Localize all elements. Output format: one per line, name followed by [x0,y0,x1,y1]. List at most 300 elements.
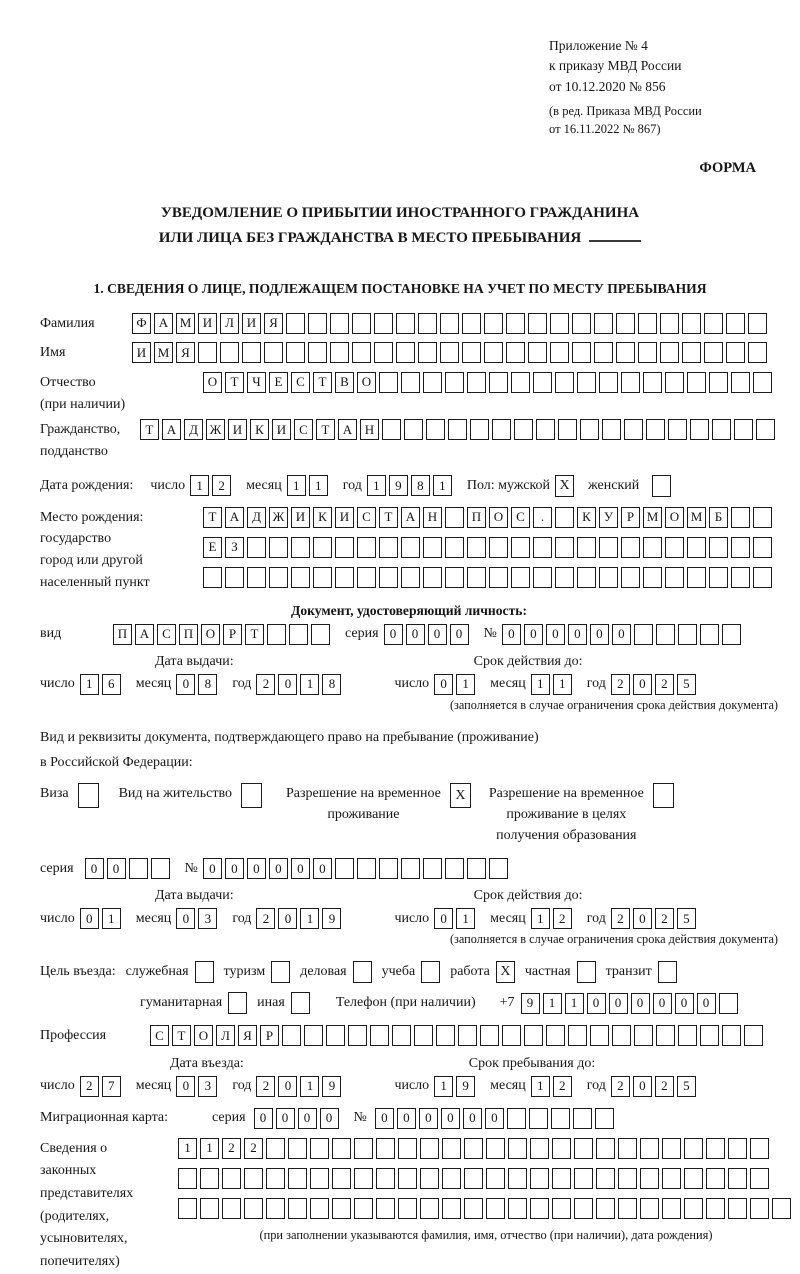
char-cell[interactable] [638,342,657,363]
char-cell[interactable] [753,507,772,528]
char-cell[interactable] [507,1108,526,1129]
char-cell[interactable] [266,1168,285,1189]
char-cell[interactable]: 0 [278,1076,297,1097]
char-cell[interactable] [200,1168,219,1189]
char-cell[interactable] [374,342,393,363]
char-cell[interactable] [313,567,332,588]
char-cell[interactable]: 1 [434,1076,453,1097]
char-cell[interactable] [442,1198,461,1219]
char-cell[interactable] [266,1138,285,1159]
char-cell[interactable]: 2 [212,475,231,496]
char-cell[interactable] [486,1138,505,1159]
char-cell[interactable] [288,1168,307,1189]
char-cell[interactable]: 0 [176,908,195,929]
char-cell[interactable]: 0 [375,1108,394,1129]
char-cell[interactable] [555,507,574,528]
char-cell[interactable] [418,313,437,334]
char-cell[interactable] [470,419,489,440]
char-cell[interactable] [332,1138,351,1159]
char-cell[interactable] [678,624,697,645]
char-cell[interactable]: К [577,507,596,528]
char-cell[interactable] [706,1138,725,1159]
char-cell[interactable] [634,624,653,645]
char-cell[interactable] [379,567,398,588]
char-cell[interactable]: 0 [463,1108,482,1129]
char-cell[interactable]: М [687,507,706,528]
char-cell[interactable]: С [150,1025,169,1046]
char-cell[interactable]: Л [216,1025,235,1046]
char-cell[interactable] [480,1025,499,1046]
char-cell[interactable] [489,372,508,393]
char-cell[interactable]: 0 [225,858,244,879]
char-cell[interactable] [467,567,486,588]
char-cell[interactable] [398,1138,417,1159]
char-cell[interactable] [357,567,376,588]
char-cell[interactable]: 0 [291,858,310,879]
char-cell[interactable] [310,1198,329,1219]
char-cell[interactable] [511,372,530,393]
char-cell[interactable] [374,313,393,334]
char-cell[interactable] [357,537,376,558]
char-cell[interactable] [396,313,415,334]
char-cell[interactable] [330,313,349,334]
char-cell[interactable] [558,419,577,440]
char-cell[interactable] [665,567,684,588]
char-cell[interactable] [662,1138,681,1159]
char-cell[interactable] [467,858,486,879]
char-cell[interactable] [734,419,753,440]
purpose-business-checkbox[interactable] [195,961,214,983]
char-cell[interactable] [311,624,330,645]
char-cell[interactable] [506,342,525,363]
char-cell[interactable] [445,567,464,588]
char-cell[interactable] [687,372,706,393]
char-cell[interactable] [370,1025,389,1046]
char-cell[interactable]: 8 [322,674,341,695]
char-cell[interactable] [700,624,719,645]
char-cell[interactable] [577,567,596,588]
char-cell[interactable] [486,1168,505,1189]
char-cell[interactable] [682,342,701,363]
char-cell[interactable] [687,567,706,588]
char-cell[interactable] [684,1198,703,1219]
char-cell[interactable] [678,1025,697,1046]
char-cell[interactable] [528,342,547,363]
char-cell[interactable] [572,342,591,363]
char-cell[interactable] [225,567,244,588]
char-cell[interactable]: 1 [102,908,121,929]
char-cell[interactable] [423,372,442,393]
char-cell[interactable] [555,567,574,588]
char-cell[interactable]: 1 [553,674,572,695]
char-cell[interactable] [458,1025,477,1046]
char-cell[interactable] [596,1138,615,1159]
char-cell[interactable] [484,342,503,363]
char-cell[interactable]: О [357,372,376,393]
char-cell[interactable] [709,537,728,558]
char-cell[interactable] [291,537,310,558]
char-cell[interactable]: З [225,537,244,558]
char-cell[interactable] [286,342,305,363]
char-cell[interactable] [690,419,709,440]
char-cell[interactable] [379,372,398,393]
char-cell[interactable] [574,1198,593,1219]
char-cell[interactable]: К [313,507,332,528]
purpose-transit-checkbox[interactable] [658,961,677,983]
char-cell[interactable] [656,624,675,645]
char-cell[interactable]: 0 [278,908,297,929]
char-cell[interactable]: А [135,624,154,645]
char-cell[interactable] [511,537,530,558]
char-cell[interactable] [352,342,371,363]
char-cell[interactable]: А [225,507,244,528]
char-cell[interactable]: 0 [203,858,222,879]
char-cell[interactable] [462,342,481,363]
char-cell[interactable]: А [154,313,173,334]
char-cell[interactable]: 0 [502,624,521,645]
char-cell[interactable]: 0 [276,1108,295,1129]
char-cell[interactable]: С [511,507,530,528]
char-cell[interactable] [750,1168,769,1189]
char-cell[interactable]: 0 [313,858,332,879]
char-cell[interactable] [621,567,640,588]
char-cell[interactable] [595,1108,614,1129]
char-cell[interactable] [634,1025,653,1046]
char-cell[interactable] [508,1198,527,1219]
char-cell[interactable] [178,1198,197,1219]
char-cell[interactable]: 1 [456,674,475,695]
char-cell[interactable]: 1 [367,475,386,496]
char-cell[interactable] [748,313,767,334]
char-cell[interactable] [220,342,239,363]
char-cell[interactable]: Т [316,419,335,440]
char-cell[interactable] [528,313,547,334]
char-cell[interactable] [552,1168,571,1189]
char-cell[interactable] [335,858,354,879]
char-cell[interactable]: 2 [611,674,630,695]
char-cell[interactable] [445,858,464,879]
char-cell[interactable]: 9 [521,993,540,1014]
char-cell[interactable] [420,1198,439,1219]
char-cell[interactable] [489,858,508,879]
char-cell[interactable] [643,372,662,393]
char-cell[interactable]: О [665,507,684,528]
char-cell[interactable] [198,342,217,363]
char-cell[interactable] [401,858,420,879]
char-cell[interactable] [352,313,371,334]
char-cell[interactable] [640,1138,659,1159]
char-cell[interactable] [310,1168,329,1189]
char-cell[interactable]: Ч [247,372,266,393]
char-cell[interactable] [748,342,767,363]
char-cell[interactable] [572,313,591,334]
char-cell[interactable] [511,567,530,588]
char-cell[interactable] [574,1138,593,1159]
char-cell[interactable] [332,1198,351,1219]
char-cell[interactable]: 0 [524,624,543,645]
char-cell[interactable] [484,313,503,334]
char-cell[interactable]: 0 [631,993,650,1014]
char-cell[interactable]: 0 [697,993,716,1014]
char-cell[interactable]: 9 [389,475,408,496]
char-cell[interactable] [772,1198,791,1219]
char-cell[interactable] [709,372,728,393]
char-cell[interactable] [310,1138,329,1159]
char-cell[interactable] [401,537,420,558]
char-cell[interactable] [266,1198,285,1219]
char-cell[interactable] [392,1025,411,1046]
char-cell[interactable]: С [357,507,376,528]
char-cell[interactable]: 5 [677,674,696,695]
char-cell[interactable] [129,858,148,879]
purpose-work-checkbox[interactable]: X [496,961,515,983]
char-cell[interactable]: М [176,313,195,334]
char-cell[interactable]: Е [203,537,222,558]
char-cell[interactable]: О [194,1025,213,1046]
char-cell[interactable]: И [198,313,217,334]
char-cell[interactable]: 0 [247,858,266,879]
char-cell[interactable]: И [335,507,354,528]
purpose-private-checkbox[interactable] [577,961,596,983]
char-cell[interactable]: 0 [397,1108,416,1129]
char-cell[interactable] [640,1198,659,1219]
char-cell[interactable]: В [335,372,354,393]
char-cell[interactable] [602,419,621,440]
char-cell[interactable] [308,313,327,334]
char-cell[interactable] [376,1138,395,1159]
char-cell[interactable]: Я [264,313,283,334]
char-cell[interactable]: О [201,624,220,645]
char-cell[interactable] [423,858,442,879]
char-cell[interactable]: А [162,419,181,440]
char-cell[interactable]: 2 [256,674,275,695]
char-cell[interactable] [731,537,750,558]
char-cell[interactable]: И [272,419,291,440]
char-cell[interactable] [668,419,687,440]
char-cell[interactable]: 0 [176,1076,195,1097]
char-cell[interactable] [687,537,706,558]
char-cell[interactable]: Ж [269,507,288,528]
char-cell[interactable] [244,1168,263,1189]
char-cell[interactable]: 1 [531,674,550,695]
char-cell[interactable] [420,1138,439,1159]
purpose-commercial-checkbox[interactable] [353,961,372,983]
char-cell[interactable] [612,1025,631,1046]
char-cell[interactable]: 1 [178,1138,197,1159]
char-cell[interactable] [445,537,464,558]
char-cell[interactable] [624,419,643,440]
char-cell[interactable]: Ж [206,419,225,440]
char-cell[interactable] [291,567,310,588]
char-cell[interactable]: 2 [256,1076,275,1097]
char-cell[interactable]: 9 [322,1076,341,1097]
char-cell[interactable]: П [467,507,486,528]
char-cell[interactable]: 0 [633,908,652,929]
char-cell[interactable] [396,342,415,363]
char-cell[interactable] [467,372,486,393]
char-cell[interactable] [530,1138,549,1159]
char-cell[interactable]: 0 [278,674,297,695]
char-cell[interactable] [536,419,555,440]
char-cell[interactable] [398,1198,417,1219]
char-cell[interactable]: Т [172,1025,191,1046]
char-cell[interactable]: . [533,507,552,528]
char-cell[interactable]: 0 [590,624,609,645]
char-cell[interactable]: О [489,507,508,528]
char-cell[interactable] [753,537,772,558]
char-cell[interactable]: А [338,419,357,440]
char-cell[interactable] [546,1025,565,1046]
char-cell[interactable]: Ф [132,313,151,334]
char-cell[interactable] [506,313,525,334]
char-cell[interactable]: 0 [612,624,631,645]
char-cell[interactable] [222,1198,241,1219]
char-cell[interactable] [467,537,486,558]
char-cell[interactable] [594,342,613,363]
char-cell[interactable]: О [203,372,222,393]
char-cell[interactable]: 0 [80,908,99,929]
char-cell[interactable] [706,1198,725,1219]
char-cell[interactable] [354,1168,373,1189]
char-cell[interactable]: 2 [80,1076,99,1097]
char-cell[interactable] [662,1168,681,1189]
char-cell[interactable] [442,1168,461,1189]
char-cell[interactable] [596,1198,615,1219]
char-cell[interactable] [335,567,354,588]
char-cell[interactable] [596,1168,615,1189]
char-cell[interactable] [704,342,723,363]
char-cell[interactable] [753,372,772,393]
char-cell[interactable]: Р [621,507,640,528]
temp-residence-checkbox[interactable]: X [450,783,471,808]
char-cell[interactable]: С [157,624,176,645]
char-cell[interactable] [354,1138,373,1159]
char-cell[interactable] [555,537,574,558]
char-cell[interactable]: 0 [428,624,447,645]
char-cell[interactable] [731,372,750,393]
char-cell[interactable] [530,1168,549,1189]
char-cell[interactable]: 9 [322,908,341,929]
char-cell[interactable]: 2 [553,1076,572,1097]
char-cell[interactable]: 1 [456,908,475,929]
char-cell[interactable]: П [113,624,132,645]
char-cell[interactable]: С [291,372,310,393]
char-cell[interactable]: 1 [300,1076,319,1097]
char-cell[interactable]: У [599,507,618,528]
char-cell[interactable] [332,1168,351,1189]
char-cell[interactable]: 0 [298,1108,317,1129]
char-cell[interactable] [269,567,288,588]
char-cell[interactable] [222,1168,241,1189]
char-cell[interactable]: 1 [531,908,550,929]
char-cell[interactable] [426,419,445,440]
char-cell[interactable] [502,1025,521,1046]
char-cell[interactable]: 0 [633,674,652,695]
char-cell[interactable] [404,419,423,440]
char-cell[interactable] [753,567,772,588]
char-cell[interactable]: И [291,507,310,528]
char-cell[interactable] [660,342,679,363]
char-cell[interactable] [492,419,511,440]
char-cell[interactable] [269,537,288,558]
char-cell[interactable]: 0 [587,993,606,1014]
char-cell[interactable]: Я [176,342,195,363]
char-cell[interactable]: И [228,419,247,440]
char-cell[interactable] [420,1168,439,1189]
char-cell[interactable]: 0 [653,993,672,1014]
char-cell[interactable]: 0 [320,1108,339,1129]
char-cell[interactable] [533,372,552,393]
char-cell[interactable] [750,1198,769,1219]
char-cell[interactable]: Р [260,1025,279,1046]
char-cell[interactable] [244,1198,263,1219]
residence-permit-checkbox[interactable] [241,783,262,808]
char-cell[interactable]: Н [423,507,442,528]
char-cell[interactable] [706,1168,725,1189]
char-cell[interactable] [712,419,731,440]
char-cell[interactable] [178,1168,197,1189]
char-cell[interactable] [524,1025,543,1046]
char-cell[interactable]: 1 [543,993,562,1014]
char-cell[interactable] [335,537,354,558]
char-cell[interactable] [440,342,459,363]
gender-female-checkbox[interactable] [652,475,671,497]
char-cell[interactable] [442,1138,461,1159]
char-cell[interactable] [151,858,170,879]
char-cell[interactable] [464,1168,483,1189]
char-cell[interactable]: Т [203,507,222,528]
char-cell[interactable]: 2 [655,908,674,929]
char-cell[interactable] [599,372,618,393]
char-cell[interactable]: 0 [434,674,453,695]
char-cell[interactable] [247,537,266,558]
char-cell[interactable]: 2 [222,1138,241,1159]
char-cell[interactable] [719,993,738,1014]
char-cell[interactable] [656,1025,675,1046]
char-cell[interactable]: Т [313,372,332,393]
char-cell[interactable] [288,1138,307,1159]
char-cell[interactable] [750,1138,769,1159]
char-cell[interactable] [756,419,775,440]
char-cell[interactable]: 0 [450,624,469,645]
char-cell[interactable] [357,858,376,879]
char-cell[interactable]: 1 [300,674,319,695]
char-cell[interactable]: Б [709,507,728,528]
char-cell[interactable] [640,1168,659,1189]
char-cell[interactable] [464,1198,483,1219]
char-cell[interactable] [621,372,640,393]
char-cell[interactable]: 5 [677,1076,696,1097]
char-cell[interactable]: 7 [102,1076,121,1097]
char-cell[interactable] [379,858,398,879]
char-cell[interactable]: 0 [568,624,587,645]
char-cell[interactable] [423,537,442,558]
char-cell[interactable] [577,372,596,393]
char-cell[interactable] [508,1138,527,1159]
char-cell[interactable]: 3 [198,908,217,929]
char-cell[interactable] [401,372,420,393]
char-cell[interactable] [618,1138,637,1159]
char-cell[interactable] [379,537,398,558]
char-cell[interactable]: П [179,624,198,645]
char-cell[interactable]: 0 [609,993,628,1014]
char-cell[interactable] [313,537,332,558]
char-cell[interactable] [594,313,613,334]
char-cell[interactable] [643,537,662,558]
char-cell[interactable]: 1 [531,1076,550,1097]
char-cell[interactable]: 2 [655,674,674,695]
purpose-other-checkbox[interactable] [291,992,310,1014]
